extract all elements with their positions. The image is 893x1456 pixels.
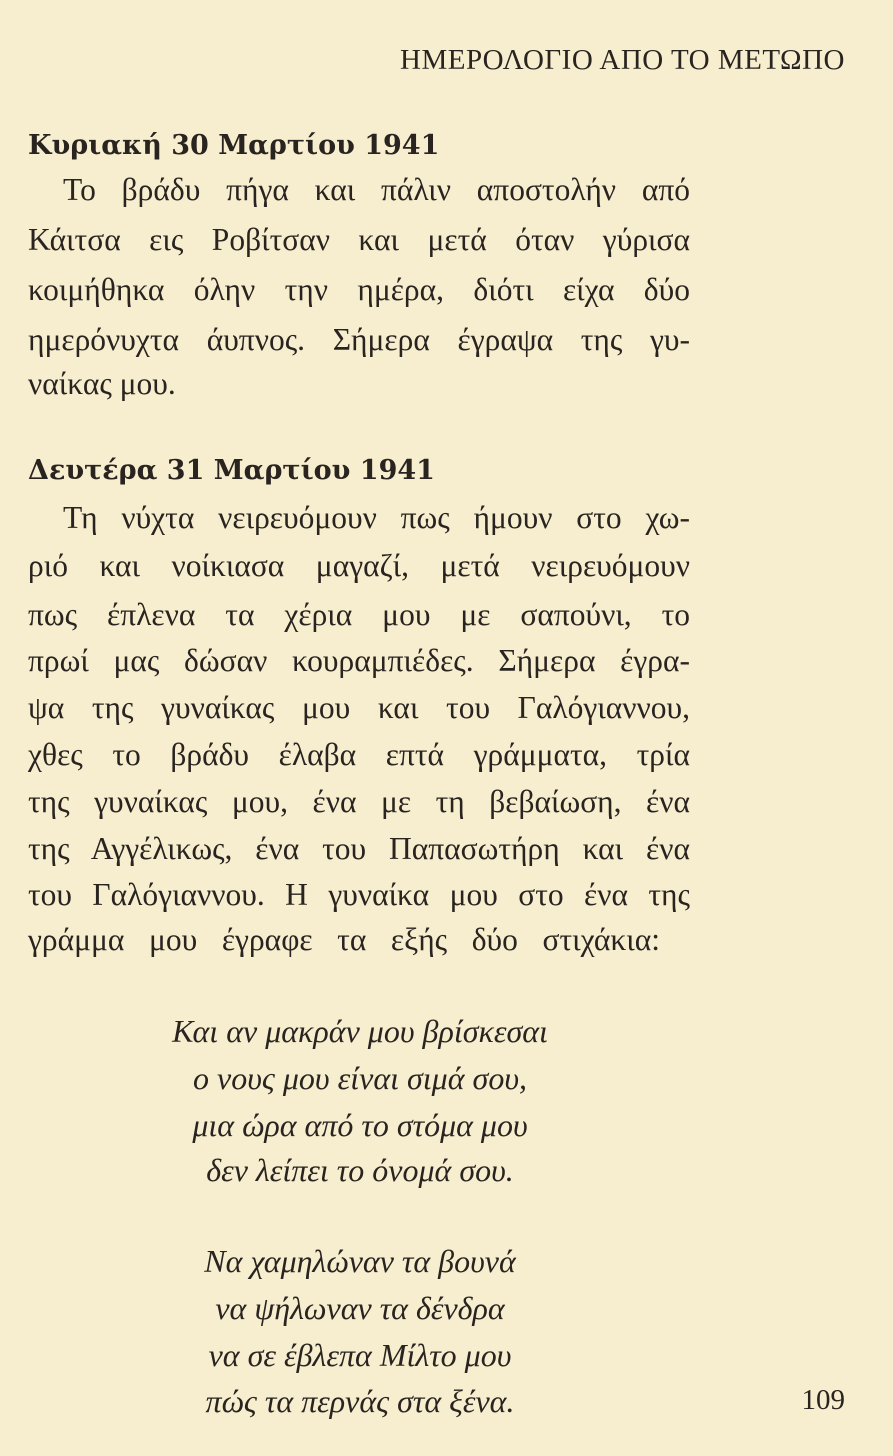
entry-line: Το βράδυ πήγα και πάλιν αποστολήν από [63,172,690,207]
poem-line: μια ώρα από το στόμα μου [192,1107,528,1143]
entry-line: γράμμα μου έγραφε τα εξής δύο στιχάκια: [28,922,660,957]
entry-line: χθες το βράδυ έλαβα επτά γράμματα, τρία [28,737,690,772]
page-number: 109 [801,1384,845,1416]
poem-line: Και αν μακράν μου βρίσκεσαι [172,1013,548,1049]
poem-line: ο νους μου είναι σιμά σου, [192,1060,527,1096]
entry-line: πρωί μας δώσαν κουραμπιέδες. Σήμερα έγρα- [28,643,690,678]
poem-line: Να χαμηλώναν τα βουνά [204,1243,516,1279]
poem-line: δεν λείπει το όνομά σου. [206,1152,514,1188]
entry-line: της Αγγέλικως, ένα του Παπασωτήρη και ένα [28,831,690,866]
running-head: ΗΜΕΡΟΛΟΓΙΟ ΑΠΟ ΤΟ ΜΕΤΩΠΟ [400,44,845,76]
entry-heading: Δευτέρα 31 Μαρτίου 1941 [28,455,435,486]
poem-line: πώς τα περνάς στα ξένα. [205,1383,515,1419]
poem-line: να σε έβλεπα Μίλτο μου [208,1337,512,1373]
entry-heading: Κυριακή 30 Μαρτίου 1941 [28,130,440,161]
entry-line: Τη νύχτα νειρευόμουν πως ήμουν στο χω- [63,500,690,535]
poem-line: να ψήλωναν τα δένδρα [215,1290,505,1326]
entry-line: κοιμήθηκα όλην την ημέρα, διότι είχα δύο [28,272,690,307]
entry-line: πως έπλενα τα χέρια μου με σαπούνι, το [28,597,690,632]
entry-line: του Γαλόγιαννου. Η γυναίκα μου στο ένα της [28,877,690,912]
entry-line: της γυναίκας μου, ένα με τη βεβαίωση, ένα [28,784,690,819]
entry-line: Κάιτσα εις Ροβίτσαν και μετά όταν γύρισα [28,222,690,257]
entry-line: ημερόνυχτα άυπνος. Σήμερα έγραψα της γυ- [28,322,690,357]
entry-line: ψα της γυναίκας μου και του Γαλόγιαννου, [28,690,690,725]
entry-line: ριό και νοίκιασα μαγαζί, μετά νειρευόμουν [28,548,690,583]
entry-line: ναίκας μου. [28,366,176,401]
